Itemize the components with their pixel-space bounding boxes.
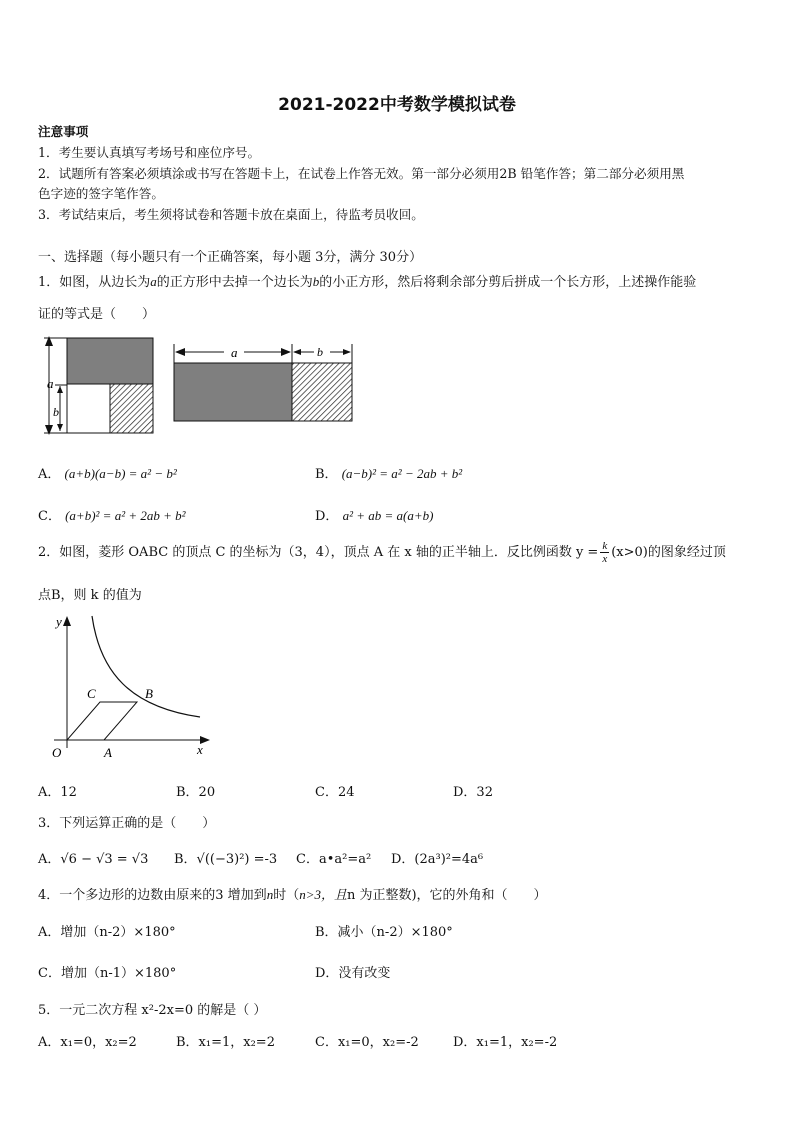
gray-rectangle	[174, 363, 292, 421]
question-2-line1: 2．如图，菱形 OABC 的顶点 C 的坐标为（3，4），顶点 A 在 x 轴的正半轴上．反比例函数 y = $\frac{k}{x}$ (x>0)的图象经过顶	[38, 540, 726, 565]
option-B: B．√((−3)²) =-3	[174, 852, 278, 867]
question-3-stem: 3．下列运算正确的是（ ）	[38, 816, 216, 831]
label-y: y	[56, 614, 62, 629]
notice-item: 1．考生要认真填写考场号和座位序号。	[38, 145, 261, 160]
option-A: A． (a+b)(a−b) = a² − b²	[38, 466, 177, 482]
section-heading: 一、选择题（每小题只有一个正确答案，每小题 3分，满分 30分）	[38, 250, 423, 265]
label-b-top: b	[317, 345, 323, 359]
option-C: C． (a+b)² = a² + 2ab + b²	[38, 508, 186, 524]
option-A: A．增加（n-2）×180°	[38, 925, 176, 940]
notice-heading: 注意事项	[38, 124, 89, 139]
question-2-line2: 点B，则 k 的值为	[38, 588, 142, 603]
fraction-k-over-x: $\frac{k}{x}$	[602, 540, 608, 565]
label-A: A	[104, 745, 112, 760]
option-D: D． a² + ab = a(a+b)	[315, 508, 434, 524]
question-4-stem: 4．一个多边形的边数由原来的3 增加到n时（n>3，且n 为正整数)，它的外角和（ ）	[38, 887, 547, 903]
option-C: C．x₁=0，x₂=-2	[315, 1035, 419, 1050]
option-A: A．12	[38, 785, 77, 800]
question-1-line1: 1．如图，从边长为a的正方形中去掉一个边长为b的小正方形，然后将剩余部分剪后拼成一个长方形，上述操作能验	[38, 274, 697, 290]
label-x: x	[197, 742, 203, 757]
option-A: A．√6 − √3 = √3	[38, 852, 149, 867]
option-A: A．x₁=0，x₂=2	[38, 1035, 137, 1050]
page-title: 2021-2022中考数学模拟试卷	[278, 95, 516, 115]
question-1-figure	[38, 330, 368, 440]
label-C: C	[87, 686, 96, 701]
y-arrow-icon	[63, 616, 71, 626]
notice-item: 色字迹的签字笔作答。	[38, 186, 164, 201]
notice-item: 3．考试结束后，考生须将试卷和答题卡放在桌面上，待监考员收回。	[38, 207, 424, 222]
question-1-line2: 证的等式是（ ）	[38, 307, 156, 322]
notice-item: 2．试题所有答案必须填涂或书写在答题卡上，在试卷上作答无效。第一部分必须用2B 铅笔作答；第二部分必须用黑	[38, 166, 685, 181]
option-D: D．(2a³)²=4a⁶	[391, 852, 484, 867]
option-C: C．a•a²=a²	[296, 852, 372, 867]
label-b-left: b	[53, 405, 59, 419]
option-B: B．减小（n-2）×180°	[315, 925, 453, 940]
hatched-rectangle	[292, 363, 352, 421]
option-D: D．32	[453, 785, 493, 800]
arrow-left-icon	[175, 348, 185, 356]
question-5-stem: 5．一元二次方程 x²-2x=0 的解是（ ）	[38, 1003, 267, 1018]
var-a: a	[150, 274, 157, 289]
option-D: D．x₁=1，x₂=-2	[453, 1035, 558, 1050]
arrow-right-icon	[281, 348, 291, 356]
option-B: B．20	[176, 785, 216, 800]
option-D: D．没有改变	[315, 966, 391, 981]
white-region	[67, 384, 110, 433]
option-B: B．x₁=1，x₂=2	[176, 1035, 275, 1050]
option-C: C．增加（n-1）×180°	[38, 966, 177, 981]
label-a-top: a	[231, 345, 238, 360]
question-2-figure	[40, 612, 220, 762]
option-C: C．24	[315, 785, 355, 800]
option-B: B． (a−b)² = a² − 2ab + b²	[315, 466, 463, 482]
hatched-square	[110, 384, 153, 433]
rhombus-OABC	[67, 702, 137, 740]
gray-region	[67, 338, 153, 384]
label-a-left: a	[47, 376, 54, 391]
var-b: b	[312, 274, 320, 289]
label-B: B	[145, 686, 153, 701]
label-O: O	[52, 745, 62, 760]
